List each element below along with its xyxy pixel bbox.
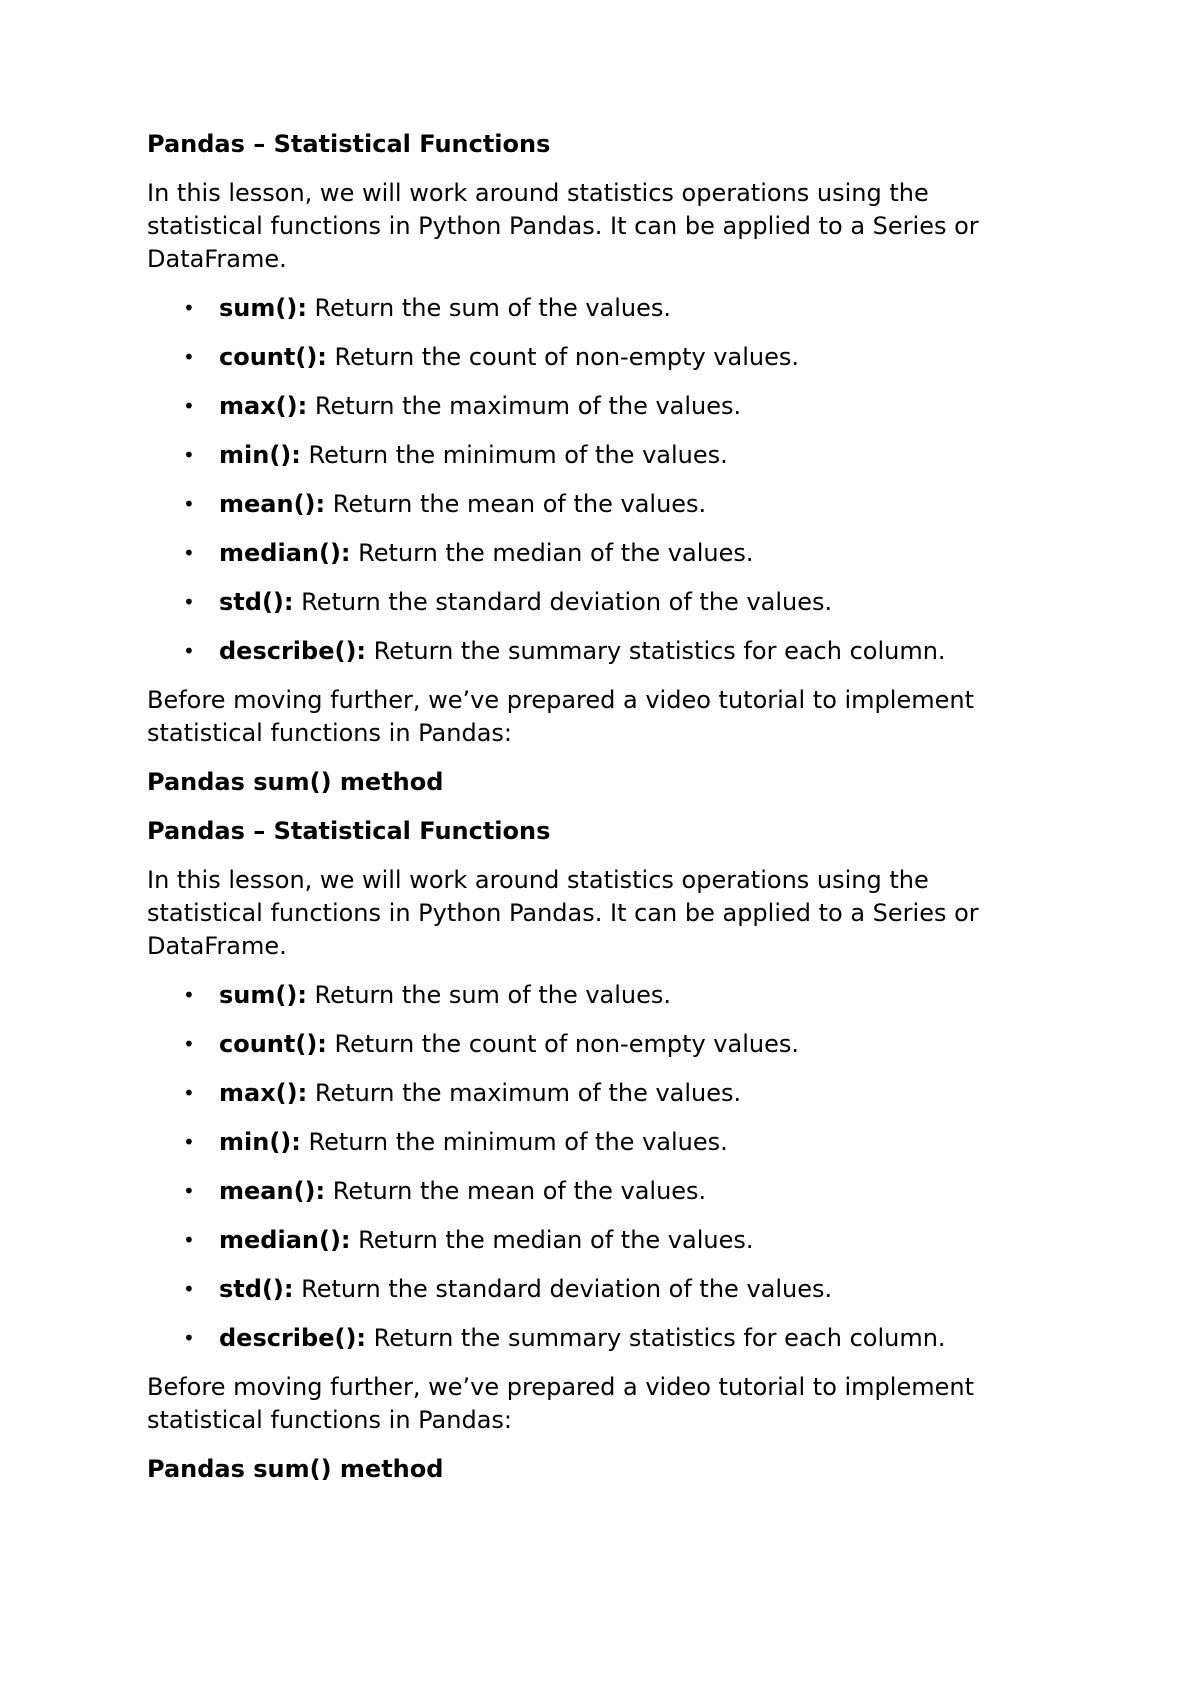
bullet-icon: • xyxy=(183,1179,195,1203)
function-description: Return the standard deviation of the values. xyxy=(293,588,833,616)
function-description: Return the sum of the values. xyxy=(306,294,672,322)
list-item xyxy=(147,1322,1047,1355)
bullet-icon: • xyxy=(183,1228,195,1252)
subheading: Pandas sum() method xyxy=(147,768,444,796)
bullet-icon: • xyxy=(183,1326,195,1350)
section-2 xyxy=(147,815,1047,1486)
function-description: Return the sum of the values. xyxy=(306,981,672,1009)
bullet-icon: • xyxy=(183,1081,195,1105)
function-description: Return the minimum of the values. xyxy=(300,441,728,469)
function-name: describe(): xyxy=(219,1324,367,1352)
function-description: Return the maximum of the values. xyxy=(307,392,742,420)
list-item xyxy=(147,1224,1047,1257)
function-name: count(): xyxy=(219,1030,327,1058)
bullet-icon: • xyxy=(183,394,195,418)
bullet-icon: • xyxy=(183,1130,195,1154)
function-description: Return the median of the values. xyxy=(350,1226,754,1254)
list-item xyxy=(147,390,1047,423)
function-name: count(): xyxy=(219,343,327,371)
bullet-icon: • xyxy=(183,1277,195,1301)
function-name: max(): xyxy=(219,392,308,420)
list-item xyxy=(147,635,1047,668)
function-name: mean(): xyxy=(219,1177,326,1205)
outro-paragraph: Before moving further, we’ve prepared a video tutorial to implement statistical functions in Pandas: xyxy=(147,686,974,747)
list-item xyxy=(147,537,1047,570)
list-item xyxy=(147,586,1047,619)
bullet-icon: • xyxy=(183,443,195,467)
function-name: std(): xyxy=(219,1275,294,1303)
list-item xyxy=(147,341,1047,374)
list-item xyxy=(147,1126,1047,1159)
subheading: Pandas sum() method xyxy=(147,1455,444,1483)
function-name: mean(): xyxy=(219,490,326,518)
list-item xyxy=(147,979,1047,1012)
section-heading: Pandas – Statistical Functions xyxy=(147,130,551,158)
function-name: describe(): xyxy=(219,637,367,665)
bullet-icon: • xyxy=(183,492,195,516)
function-description: Return the count of non-empty values. xyxy=(326,343,799,371)
function-list xyxy=(147,292,1047,668)
bullet-icon: • xyxy=(183,590,195,614)
function-name: sum(): xyxy=(219,294,307,322)
function-description: Return the standard deviation of the values. xyxy=(293,1275,833,1303)
function-description: Return the median of the values. xyxy=(350,539,754,567)
function-name: sum(): xyxy=(219,981,307,1009)
function-list xyxy=(147,979,1047,1355)
function-name: min(): xyxy=(219,441,301,469)
list-item xyxy=(147,1028,1047,1061)
function-description: Return the mean of the values. xyxy=(325,490,707,518)
function-description: Return the count of non-empty values. xyxy=(326,1030,799,1058)
function-description: Return the summary statistics for each column. xyxy=(366,637,946,665)
function-name: std(): xyxy=(219,588,294,616)
list-item xyxy=(147,292,1047,325)
list-item xyxy=(147,1175,1047,1208)
bullet-icon: • xyxy=(183,345,195,369)
section-1 xyxy=(147,128,1047,799)
outro-paragraph: Before moving further, we’ve prepared a video tutorial to implement statistical functions in Pandas: xyxy=(147,1373,974,1434)
function-description: Return the minimum of the values. xyxy=(300,1128,728,1156)
list-item xyxy=(147,439,1047,472)
function-description: Return the mean of the values. xyxy=(325,1177,707,1205)
list-item xyxy=(147,488,1047,521)
bullet-icon: • xyxy=(183,639,195,663)
bullet-icon: • xyxy=(183,541,195,565)
function-description: Return the maximum of the values. xyxy=(307,1079,742,1107)
section-heading: Pandas – Statistical Functions xyxy=(147,817,551,845)
function-name: median(): xyxy=(219,539,351,567)
function-name: median(): xyxy=(219,1226,351,1254)
intro-paragraph: In this lesson, we will work around statistics operations using the statistical functions in Python Pandas. It can be applied to a Series or DataFrame. xyxy=(147,866,979,960)
function-description: Return the summary statistics for each column. xyxy=(366,1324,946,1352)
document-page xyxy=(147,128,1047,1502)
bullet-icon: • xyxy=(183,983,195,1007)
list-item xyxy=(147,1273,1047,1306)
intro-paragraph: In this lesson, we will work around statistics operations using the statistical functions in Python Pandas. It can be applied to a Series or DataFrame. xyxy=(147,179,979,273)
bullet-icon: • xyxy=(183,296,195,320)
bullet-icon: • xyxy=(183,1032,195,1056)
list-item xyxy=(147,1077,1047,1110)
function-name: max(): xyxy=(219,1079,308,1107)
function-name: min(): xyxy=(219,1128,301,1156)
